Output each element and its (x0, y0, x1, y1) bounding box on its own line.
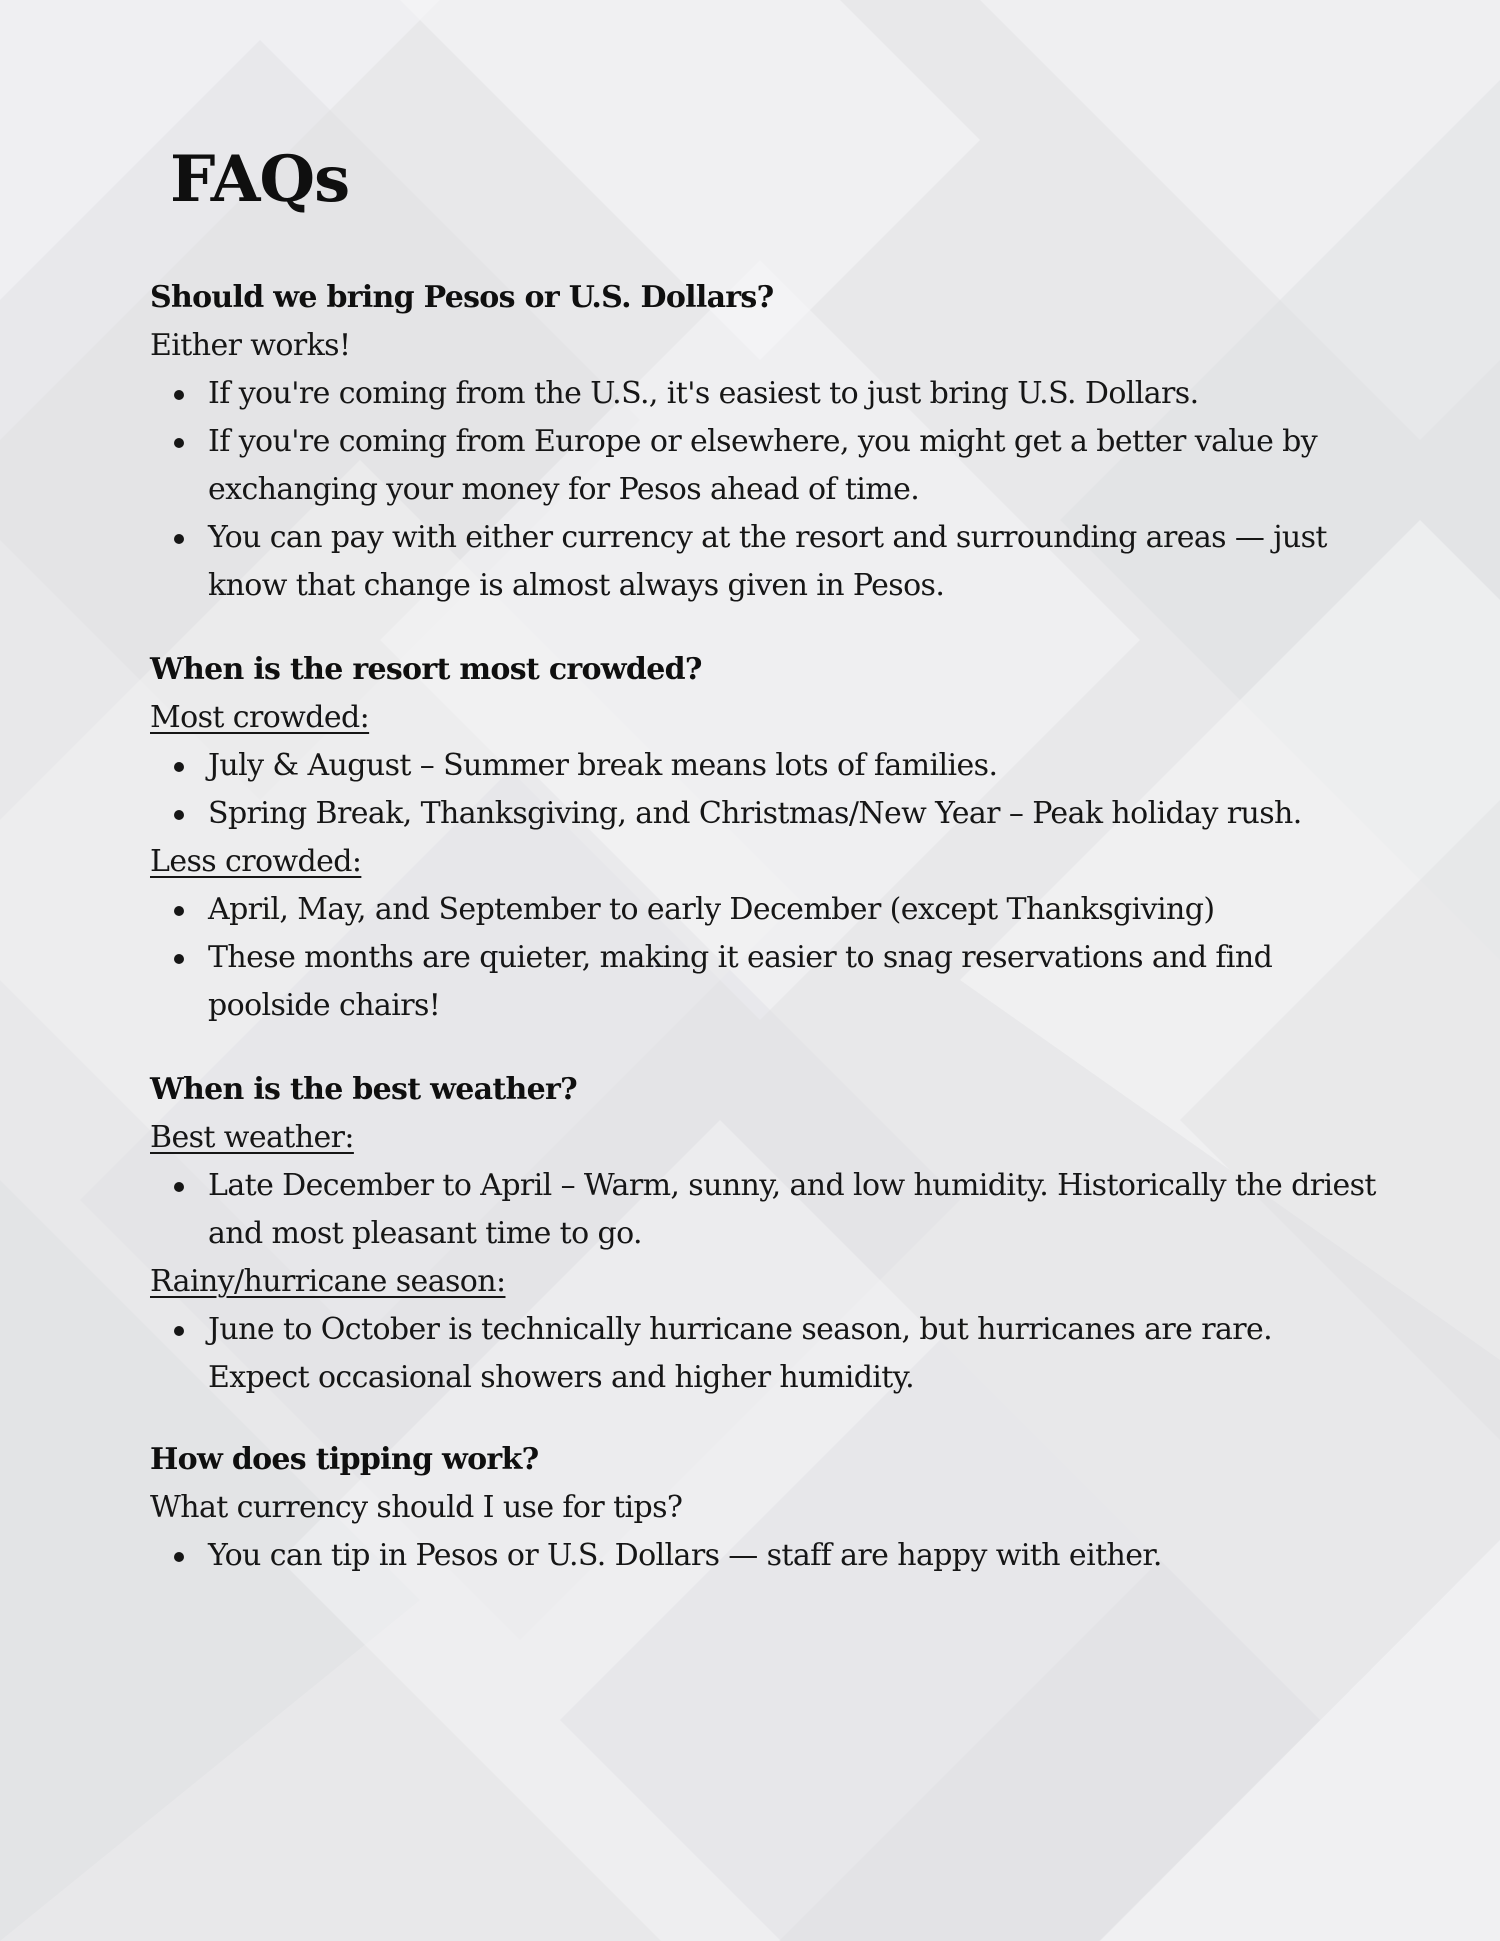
list-item-text: Late December to April – Warm, sunny, and low humidity. Historically the driest and most pleasant time to go. (208, 1168, 1376, 1251)
bullet-list (150, 370, 1380, 610)
bullet-icon (174, 1182, 184, 1192)
list-item (150, 1532, 1380, 1580)
list-item (150, 514, 1380, 610)
list-item (150, 934, 1380, 1030)
subheading-label: Less crowded: (150, 844, 362, 879)
subheading-label: Rainy/hurricane season: (150, 1264, 506, 1299)
list-item (150, 886, 1380, 934)
bullet-list (150, 886, 1380, 1030)
list-item-text: You can pay with either currency at the resort and surrounding areas — just know that change is almost always given in Pesos. (208, 520, 1327, 603)
bullet-icon (174, 906, 184, 916)
faq-question: When is the resort most crowded? (150, 652, 702, 687)
list-item (150, 418, 1380, 514)
list-item-text: July & August – Summer break means lots of families. (208, 748, 998, 783)
subheading (150, 838, 1380, 886)
bullet-icon (174, 762, 184, 772)
bullet-icon (174, 810, 184, 820)
subheading (150, 1114, 1380, 1162)
list-item-text: April, May, and September to early December (except Thanksgiving) (208, 892, 1215, 927)
subheading (150, 1258, 1380, 1306)
list-item-text: These months are quieter, making it easier to snag reservations and find poolside chairs! (208, 940, 1273, 1023)
faq-intro: What currency should I use for tips? (150, 1490, 683, 1525)
bullet-icon (174, 1552, 184, 1562)
list-item-text: You can tip in Pesos or U.S. Dollars — staff are happy with either. (208, 1538, 1162, 1573)
subheading-label: Most crowded: (150, 700, 370, 735)
faq-question: How does tipping work? (150, 1442, 539, 1477)
list-item-text: Spring Break, Thanksgiving, and Christmas/New Year – Peak holiday rush. (208, 796, 1302, 831)
list-item (150, 370, 1380, 418)
faq-section-tipping (150, 1436, 1380, 1580)
bullet-list (150, 1162, 1380, 1258)
bullet-list (150, 742, 1380, 838)
list-item (150, 1162, 1380, 1258)
bullet-icon (174, 438, 184, 448)
faq-section-currency (150, 274, 1380, 610)
list-item (150, 790, 1380, 838)
faq-question: Should we bring Pesos or U.S. Dollars? (150, 280, 774, 315)
bullet-icon (174, 534, 184, 544)
bullet-icon (174, 1326, 184, 1336)
subheading (150, 694, 1380, 742)
bullet-list (150, 1306, 1380, 1402)
faq-section-crowds (150, 646, 1380, 1030)
bullet-icon (174, 390, 184, 400)
bullet-list (150, 1532, 1380, 1580)
list-item-text: If you're coming from Europe or elsewhere, you might get a better value by exchanging your money for Pesos ahead of time. (208, 424, 1318, 507)
list-item (150, 742, 1380, 790)
list-item-text: If you're coming from the U.S., it's easiest to just bring U.S. Dollars. (208, 376, 1199, 411)
bullet-icon (174, 954, 184, 964)
faq-section-weather (150, 1066, 1380, 1402)
subheading-label: Best weather: (150, 1120, 354, 1155)
list-item (150, 1306, 1380, 1402)
faq-question: When is the best weather? (150, 1072, 578, 1107)
faq-intro: Either works! (150, 328, 351, 363)
page-title: FAQs (170, 142, 350, 217)
list-item-text: June to October is technically hurricane season, but hurricanes are rare. Expect occasional showers and higher humidity. (208, 1312, 1273, 1395)
